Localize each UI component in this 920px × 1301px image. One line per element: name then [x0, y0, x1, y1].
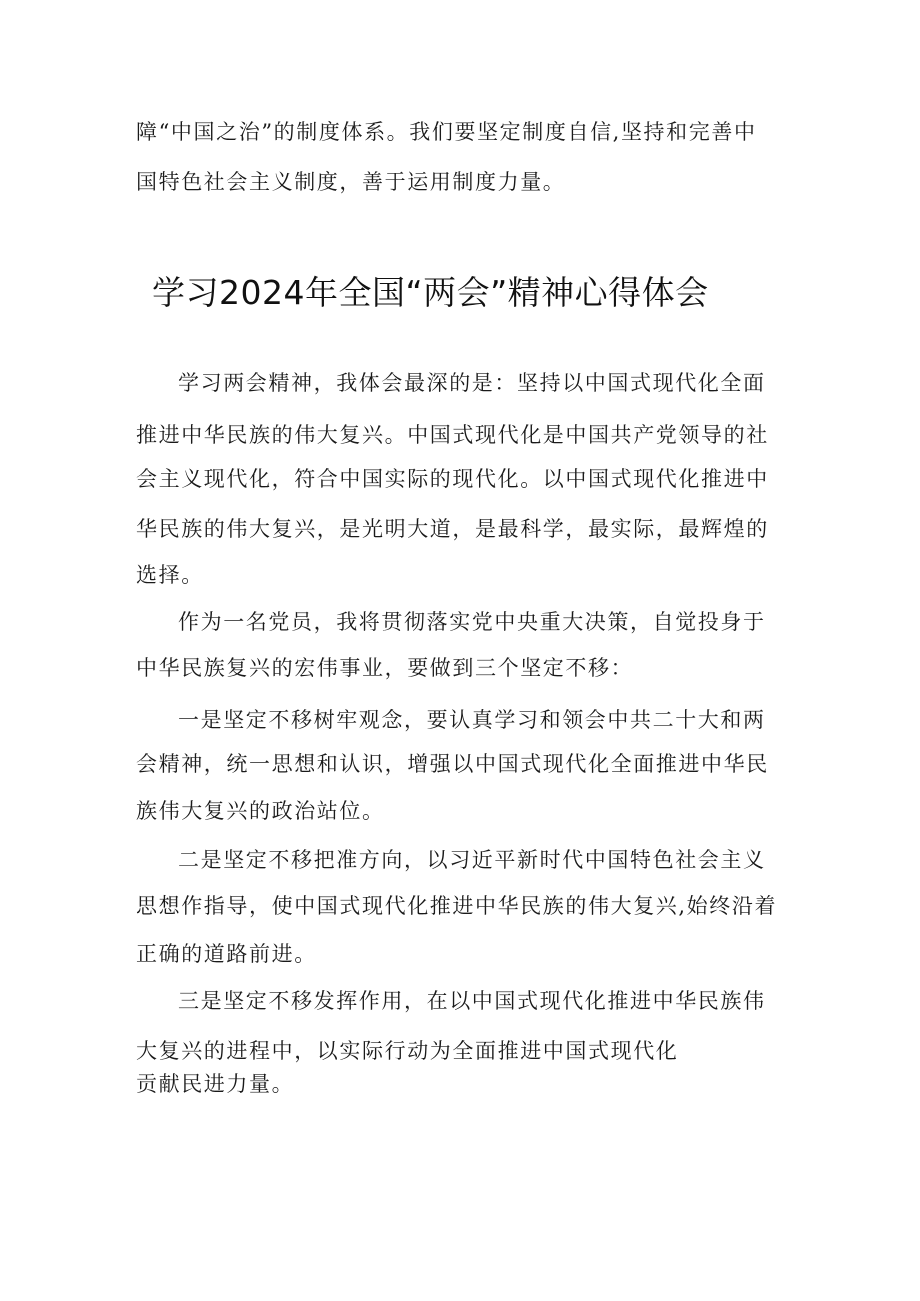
- paragraph-1-line-3: 会主义现代化，符合中国实际的现代化。以中国式现代化推进中: [136, 467, 769, 491]
- paragraph-5-line-3: 贡献民进力量。: [136, 1072, 295, 1096]
- paragraph-1-line-4: 华民族的伟大复兴，是光明大道，是最科学，最实际，最辉煌的: [136, 517, 769, 541]
- paragraph-1-line-2: 推进中华民族的伟大复兴。中国式现代化是中国共产党领导的社: [136, 423, 769, 447]
- paragraph-4-line-3: 正确的道路前进。: [136, 942, 317, 966]
- intro-line-1: 障“中国之治”的制度体系。我们要坚定制度自信,坚持和完善中: [136, 120, 757, 144]
- paragraph-3-line-3: 族伟大复兴的政治站位。: [136, 799, 385, 823]
- paragraph-2-line-2: 中华民族复兴的宏伟事业，要做到三个坚定不移：: [136, 656, 634, 680]
- document-title: 学习2024年全国“两会”精神心得体会: [152, 273, 709, 312]
- paragraph-4-line-2: 思想作指导，使中国式现代化推进中华民族的伟大复兴,始终沿着: [136, 894, 778, 918]
- paragraph-3-line-2: 会精神，统一思想和认识，增强以中国式现代化全面推进中华民: [136, 752, 769, 776]
- paragraph-1-line-1: 学习两会精神，我体会最深的是：坚持以中国式现代化全面: [178, 371, 766, 395]
- paragraph-4-line-1: 二是坚定不移把准方向，以习近平新时代中国特色社会主义: [178, 848, 766, 872]
- paragraph-3-line-1: 一是坚定不移树牢观念，要认真学习和领会中共二十大和两: [178, 708, 766, 732]
- paragraph-2-line-1: 作为一名党员，我将贯彻落实党中央重大决策，自觉投身于: [178, 610, 766, 634]
- paragraph-5-line-1: 三是坚定不移发挥作用，在以中国式现代化推进中华民族伟: [178, 989, 766, 1013]
- paragraph-1-line-5: 选择。: [136, 563, 204, 587]
- paragraph-5-line-2: 大复兴的进程中，以实际行动为全面推进中国式现代化: [136, 1039, 679, 1063]
- intro-line-2: 国特色社会主义制度，善于运用制度力量。: [136, 170, 566, 194]
